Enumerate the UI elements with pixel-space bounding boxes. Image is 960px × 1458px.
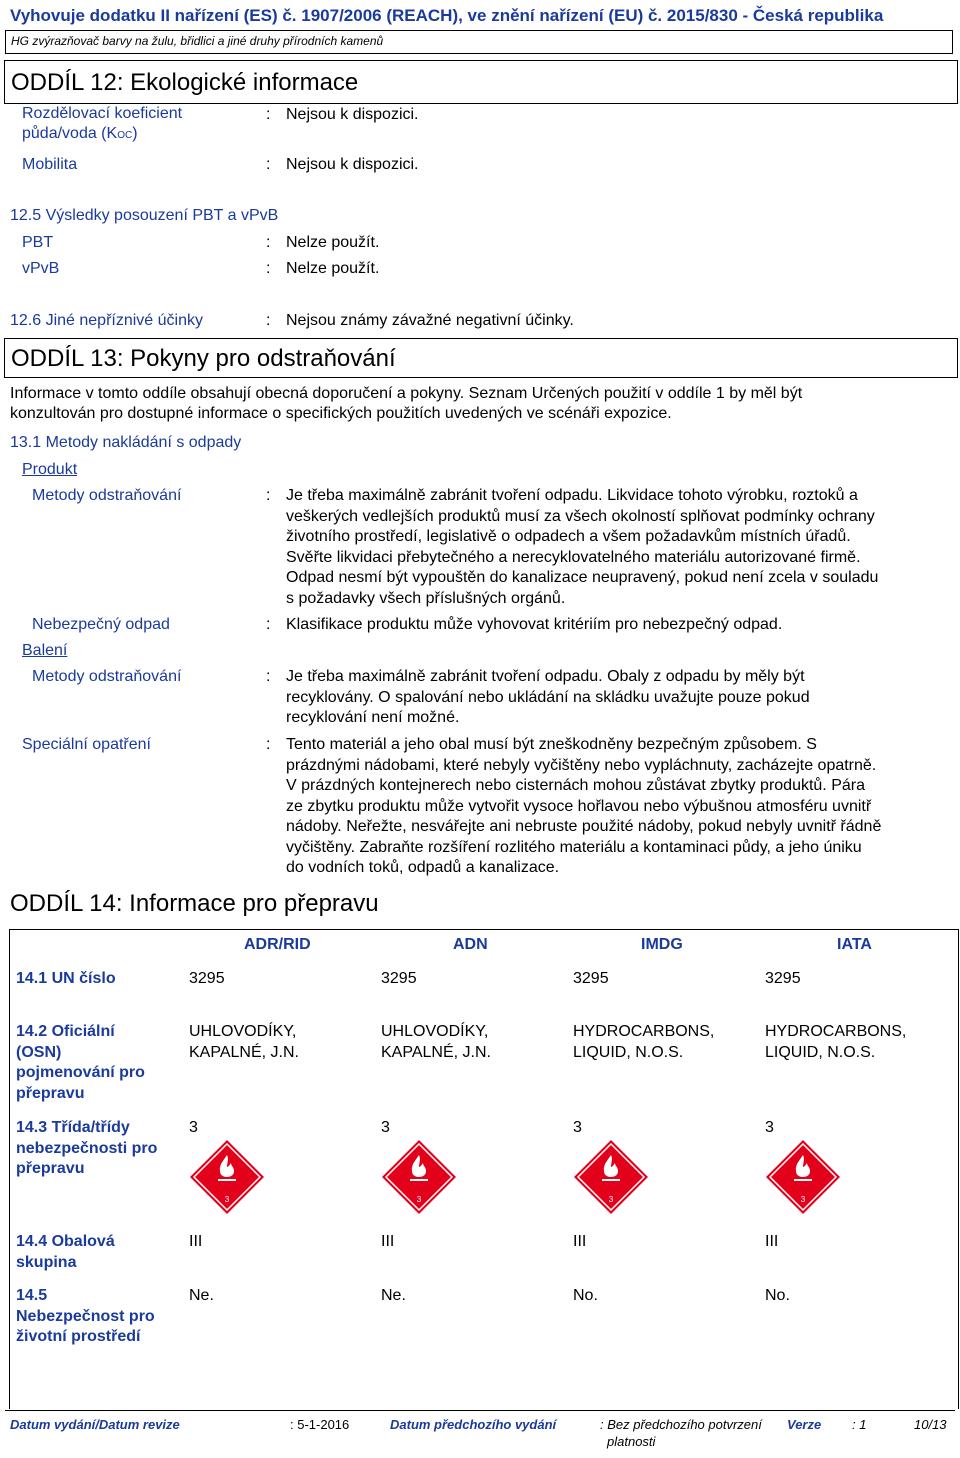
cell-pg-adn: III xyxy=(381,1233,395,1250)
footer-previous-value: : Bez předchozího potvrzení xyxy=(600,1417,762,1432)
hazardous-waste-value: Klasifikace produktu může vyhovovat kritériím pro nebezpečný odpad. xyxy=(286,616,783,633)
cell-un-imdg: 3295 xyxy=(573,970,609,987)
row-label-shipping-name: 14.2 Oficiální (OSN) pojmenování pro přepravu xyxy=(16,1023,145,1102)
section-13-intro-line1: Informace v tomto oddíle obsahují obecná doporučení a pokyny. Seznam Určených použití v oddíle 1 by měl být xyxy=(10,385,803,402)
vpvb-value: Nelze použít. xyxy=(286,260,380,277)
hazardous-waste-label: Nebezpečný odpad xyxy=(32,616,170,633)
pbt-colon: : xyxy=(266,234,271,251)
cell-class-adr: 3 xyxy=(189,1119,198,1136)
pbt-value: Nelze použít. xyxy=(286,234,380,251)
cell-env-adn: Ne. xyxy=(381,1287,406,1304)
cell-name-adr: UHLOVODÍKY, KAPALNÉ, J.N. xyxy=(189,1023,299,1061)
cell-pg-iata: III xyxy=(765,1233,779,1250)
footer-previous-label: Datum předchozího vydání xyxy=(390,1417,557,1432)
cell-env-iata: No. xyxy=(765,1287,790,1304)
cell-pg-imdg: III xyxy=(573,1233,587,1250)
cell-name-adn: UHLOVODÍKY, KAPALNÉ, J.N. xyxy=(381,1023,491,1061)
footer-page-number: 10/13 xyxy=(914,1417,947,1432)
vpvb-colon: : xyxy=(266,260,271,277)
column-adn: ADN xyxy=(453,936,488,953)
koc-colon: : xyxy=(266,106,271,123)
cell-env-adr: Ne. xyxy=(189,1287,214,1304)
mobility-colon: : xyxy=(266,156,271,173)
hazardous-waste-colon: : xyxy=(266,616,271,633)
section-13-intro-line2: konzultován pro dostupné informace o specifických použitích uvedených ve scénáři expozice. xyxy=(10,405,672,422)
product-disposal-methods-text: Je třeba maximálně zabránit tvoření odpadu. Likvidace tohoto výrobku, roztoků a veškerých vedlejších produktů musí za všech okolností splňovat podmínky ochrany životního prostředí, legislativě o odpadech a všem požadavkům místních úřadů. Svěřte likvidaci přebytečného a nerecyklovatelného materiálu autorizované firmě. Odpad nesmí být vypouštěn do kanalizace neupravený, pokud není zcela v souladu s požadavky všech příslušných orgánů. xyxy=(286,487,879,607)
other-effects-colon: : xyxy=(266,312,271,329)
product-heading: Produkt xyxy=(22,461,78,478)
cell-un-adr: 3295 xyxy=(189,970,225,987)
row-label-packing-group: 14.4 Obalová skupina xyxy=(16,1233,115,1271)
other-effects-value: Nejsou známy závažné negativní účinky. xyxy=(286,312,574,329)
table-right-border xyxy=(958,929,959,1409)
column-imdg: IMDG xyxy=(641,936,683,953)
packaging-disposal-methods-label: Metody odstraňování xyxy=(32,668,182,685)
koc-value: Nejsou k dispozici. xyxy=(286,106,419,123)
cell-name-imdg: HYDROCARBONS, LIQUID, N.O.S. xyxy=(573,1023,715,1061)
footer-previous-value-line2: platnosti xyxy=(607,1434,656,1449)
vpvb-label: vPvB xyxy=(22,260,60,277)
svg-text:3: 3 xyxy=(800,1195,806,1204)
section-12-title: ODDÍL 12: Ekologické informace xyxy=(11,69,359,96)
footer-issue-label: Datum vydání/Datum revize xyxy=(10,1417,180,1432)
svg-text:3: 3 xyxy=(416,1195,422,1204)
mobility-value: Nejsou k dispozici. xyxy=(286,156,419,173)
footer-issue-value: : 5-1-2016 xyxy=(290,1417,350,1432)
section-12-header xyxy=(4,60,958,104)
flammable-liquid-pictogram-icon xyxy=(573,1139,649,1220)
packaging-disposal-colon: : xyxy=(266,668,271,685)
cell-env-imdg: No. xyxy=(573,1287,598,1304)
column-adr-rid: ADR/RID xyxy=(244,936,311,953)
svg-text:3: 3 xyxy=(608,1195,614,1204)
section-13-header xyxy=(4,338,958,378)
row-label-hazard-class: 14.3 Třída/třídy nebezpečnosti pro přepravu xyxy=(16,1119,158,1177)
packaging-heading: Balení xyxy=(22,642,68,659)
product-disposal-colon: : xyxy=(266,487,271,504)
column-iata: IATA xyxy=(837,936,872,953)
footer-version-value: : 1 xyxy=(852,1417,867,1432)
packaging-disposal-methods-text: Je třeba maximálně zabránit tvoření odpadu. Obaly z odpadu by měly být recyklovány. O spalování nebo ukládání na skládku uvažujte pouze pokud recyklování není možné. xyxy=(286,668,810,726)
cell-un-adn: 3295 xyxy=(381,970,417,987)
document-header-title: Vyhovuje dodatku II nařízení (ES) č. 1907/2006 (REACH), ve znění nařízení (EU) č. 2015/830 - Česká republika xyxy=(10,6,884,25)
waste-methods-heading: 13.1 Metody nakládání s odpady xyxy=(10,434,242,451)
product-name-box xyxy=(5,30,953,54)
row-label-un-number: 14.1 UN číslo xyxy=(16,970,116,987)
table-left-border xyxy=(9,929,10,1409)
svg-text:3: 3 xyxy=(224,1195,230,1204)
section-13-title: ODDÍL 13: Pokyny pro odstraňování xyxy=(11,345,396,372)
flammable-liquid-pictogram-icon xyxy=(189,1139,265,1220)
footer-rule xyxy=(5,1410,955,1411)
pbt-label: PBT xyxy=(22,234,54,251)
row-label-env-hazard: 14.5 Nebezpečnost pro životní prostředí xyxy=(16,1287,155,1345)
special-precautions-colon: : xyxy=(266,736,271,753)
footer-version-label: Verze xyxy=(787,1417,822,1432)
koc-label-line1: Rozdělovací koeficient xyxy=(22,105,183,122)
cell-class-iata: 3 xyxy=(765,1119,774,1136)
table-top-border xyxy=(9,929,959,930)
cell-pg-adr: III xyxy=(189,1233,203,1250)
koc-label-line2: půda/voda (KOC) xyxy=(22,125,138,142)
section-14-title: ODDÍL 14: Informace pro přepravu xyxy=(10,890,379,917)
product-name: HG zvýrazňovač barvy na žulu, břidlici a jiné druhy přírodních kamenů xyxy=(11,34,384,48)
cell-class-adn: 3 xyxy=(381,1119,390,1136)
special-precautions-text: Tento materiál a jeho obal musí být zneškodněny bezpečným způsobem. S prázdnými nádobami, které nebyly vyčištěny nebo vypláchnuty, zacházejte opatrně. V prázdných kontejnerech nebo cisternách mohou zůstávat zbytky produktů. Pára ze zbytku produktu může vytvořit vysoce hořlavou nebo výbušnou atmosféru uvnitř nádoby. Neřežte, nesvářejte ani nebruste použité nádoby, pokud nebyly uvnitř řádně vyčištěny. Zabraňte rozšíření rozlitého materiálu a kontaminaci půdy, a jeho úniku do vodních toků, odpadů a kanalizace. xyxy=(286,736,882,876)
other-effects-label: 12.6 Jiné nepříznivé účinky xyxy=(10,312,203,329)
mobility-label: Mobilita xyxy=(22,156,78,173)
special-precautions-label: Speciální opatření xyxy=(22,736,151,753)
cell-un-iata: 3295 xyxy=(765,970,801,987)
cell-name-iata: HYDROCARBONS, LIQUID, N.O.S. xyxy=(765,1023,907,1061)
cell-class-imdg: 3 xyxy=(573,1119,582,1136)
pbt-heading: 12.5 Výsledky posouzení PBT a vPvB xyxy=(10,207,279,224)
flammable-liquid-pictogram-icon xyxy=(381,1139,457,1220)
product-disposal-methods-label: Metody odstraňování xyxy=(32,487,182,504)
flammable-liquid-pictogram-icon xyxy=(765,1139,841,1220)
